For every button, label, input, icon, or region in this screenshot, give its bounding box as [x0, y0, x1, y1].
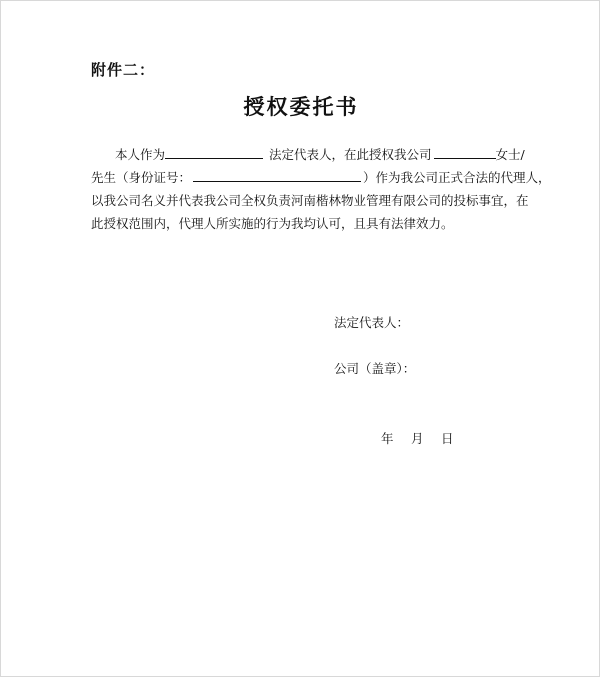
date-day: 日 — [441, 431, 454, 446]
body-line-2 — [91, 166, 551, 189]
body-line-1 — [91, 143, 525, 166]
document-body — [91, 143, 551, 235]
date-month: 月 — [411, 431, 424, 446]
id-number-blank — [193, 168, 361, 182]
line2-text-a: 先生（身份证号： — [91, 170, 192, 185]
body-line-4: 此授权范围内，代理人所实施的行为我均认可，且具有法律效力。 — [91, 216, 454, 231]
legal-rep-name-blank — [165, 145, 263, 159]
date-year: 年 — [381, 431, 394, 446]
line1-text-a: 本人作为 — [115, 147, 166, 162]
attachment-label: 附件二： — [91, 61, 156, 79]
line2-text-b: ）作为我公司正式合法的代理人， — [363, 170, 551, 185]
date-line — [381, 429, 454, 447]
legal-rep-signature-label: 法定代表人： — [334, 315, 410, 330]
line1-text-c: 女士/ — [495, 147, 525, 162]
company-seal-label: 公司（盖章）： — [334, 361, 416, 376]
agent-name-blank — [434, 145, 496, 159]
line1-text-b: 法定代表人，在此授权我公司 — [269, 147, 432, 162]
body-line-3: 以我公司名义并代表我公司全权负责河南楷林物业管理有限公司的投标事宜，在 — [91, 193, 529, 208]
document-title: 授权委托书 — [243, 94, 359, 119]
